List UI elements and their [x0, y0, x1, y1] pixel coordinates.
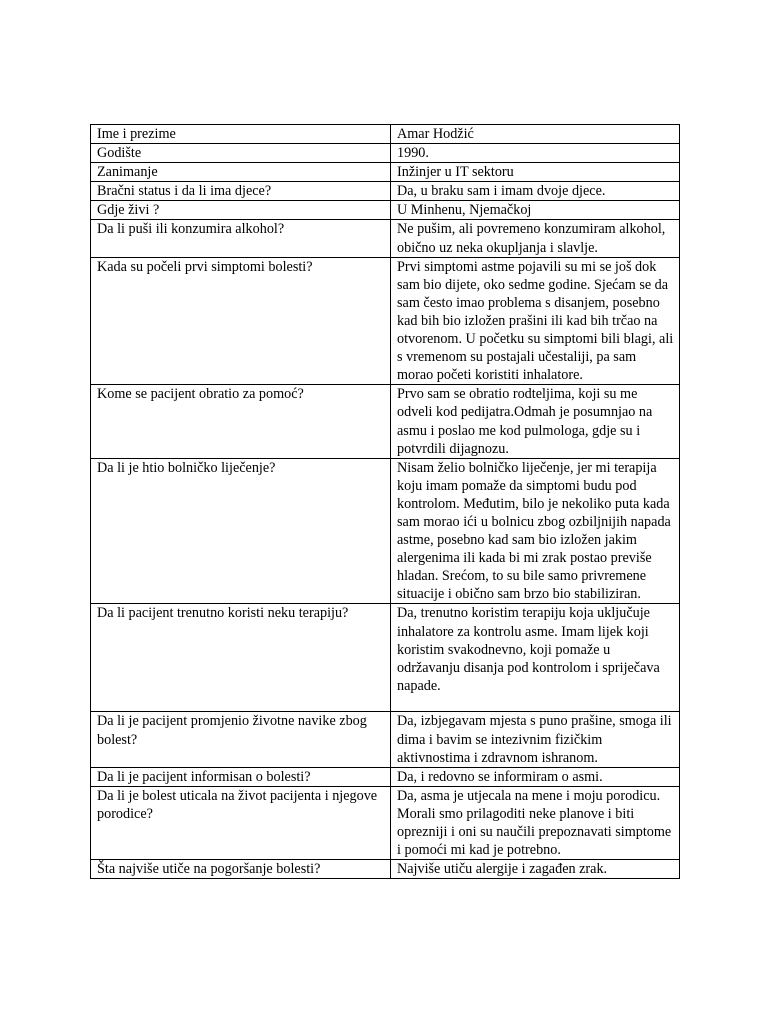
- question-cell: Godište: [91, 144, 391, 163]
- answer-cell: Da, trenutno koristim terapiju koja uključuje inhalatore za kontrolu asme. Imam lijek koji koristim svakodnevno, koji pomaže u održavanju disanja pod kontrolom i spriječava napade.: [391, 604, 680, 712]
- answer-cell: Da, izbjegavam mjesta s puno prašine, smoga ili dima i bavim se intezivnim fizičkim aktivnostima i zdravnom ishranom.: [391, 712, 680, 767]
- question-cell: Šta najviše utiče na pogoršanje bolesti?: [91, 860, 391, 879]
- table-row: [91, 767, 680, 786]
- patient-interview-table: [90, 124, 680, 879]
- answer-cell: Da, u braku sam i imam dvoje djece.: [391, 182, 680, 201]
- question-cell: Da li je bolest uticala na život pacijenta i njegove porodice?: [91, 786, 391, 859]
- answer-cell: Inžinjer u IT sektoru: [391, 163, 680, 182]
- question-cell: Da li pacijent trenutno koristi neku terapiju?: [91, 604, 391, 712]
- question-cell: Kada su počeli prvi simptomi bolesti?: [91, 257, 391, 385]
- question-cell: Da li je pacijent informisan o bolesti?: [91, 767, 391, 786]
- table-row: [91, 458, 680, 604]
- answer-cell: Prvi simptomi astme pojavili su mi se još dok sam bio dijete, oko sedme godine. Sjećam se da sam često imao problema s disanjem, posebno kad bih bio izložen prašini ili kad bih trčao na otvorenom. U početku su simptomi bili blagi, ali s vremenom su postajali učestaliji, pa sam morao početi koristiti inhalatore.: [391, 257, 680, 385]
- answer-cell: Da, asma je utjecala na mene i moju porodicu. Morali smo prilagoditi neke planove i biti oprezniji i oni su naučili prepoznavati simptome i pomoći mi kad je potrebno.: [391, 786, 680, 859]
- answer-cell: Nisam želio bolničko liječenje, jer mi terapija koju imam pomaže da simptomi budu pod kontrolom. Međutim, bilo je nekoliko puta kada sam morao ići u bolnicu zbog ozbiljnijih napada astme, posebno kad sam bio izložen jakim alergenima ili kada bi mi zrak postao previše hladan. Srećom, to su bile samo privremene situacije i obično sam brzo bio stabiliziran.: [391, 458, 680, 604]
- question-cell: Kome se pacijent obratio za pomoć?: [91, 385, 391, 458]
- table-row: [91, 125, 680, 144]
- table-row: [91, 220, 680, 257]
- question-cell: Da li je pacijent promjenio životne navike zbog bolest?: [91, 712, 391, 767]
- answer-cell: Da, i redovno se informiram o asmi.: [391, 767, 680, 786]
- table-row: [91, 163, 680, 182]
- table-row: [91, 144, 680, 163]
- question-cell: Bračni status i da li ima djece?: [91, 182, 391, 201]
- question-cell: Zanimanje: [91, 163, 391, 182]
- question-cell: Ime i prezime: [91, 125, 391, 144]
- answer-cell: Ne pušim, ali povremeno konzumiram alkohol, obično uz neka okupljanja i slavlje.: [391, 220, 680, 257]
- question-cell: Da li je htio bolničko liječenje?: [91, 458, 391, 604]
- answer-cell: Prvo sam se obratio rodteljima, koji su me odveli kod pedijatra.Odmah je posumnjao na asmu i poslao me kod pulmologa, gdje su i potvrdili dijagnozu.: [391, 385, 680, 458]
- table-row: [91, 860, 680, 879]
- answer-cell: Amar Hodžić: [391, 125, 680, 144]
- table-row: [91, 182, 680, 201]
- table-row: [91, 604, 680, 712]
- table-row: [91, 257, 680, 385]
- table-row: [91, 385, 680, 458]
- answer-cell: U Minhenu, Njemačkoj: [391, 201, 680, 220]
- table-row: [91, 786, 680, 859]
- table-row: [91, 201, 680, 220]
- answer-cell: 1990.: [391, 144, 680, 163]
- answer-cell: Najviše utiču alergije i zagađen zrak.: [391, 860, 680, 879]
- question-cell: Da li puši ili konzumira alkohol?: [91, 220, 391, 257]
- table-row: [91, 712, 680, 767]
- question-cell: Gdje živi ?: [91, 201, 391, 220]
